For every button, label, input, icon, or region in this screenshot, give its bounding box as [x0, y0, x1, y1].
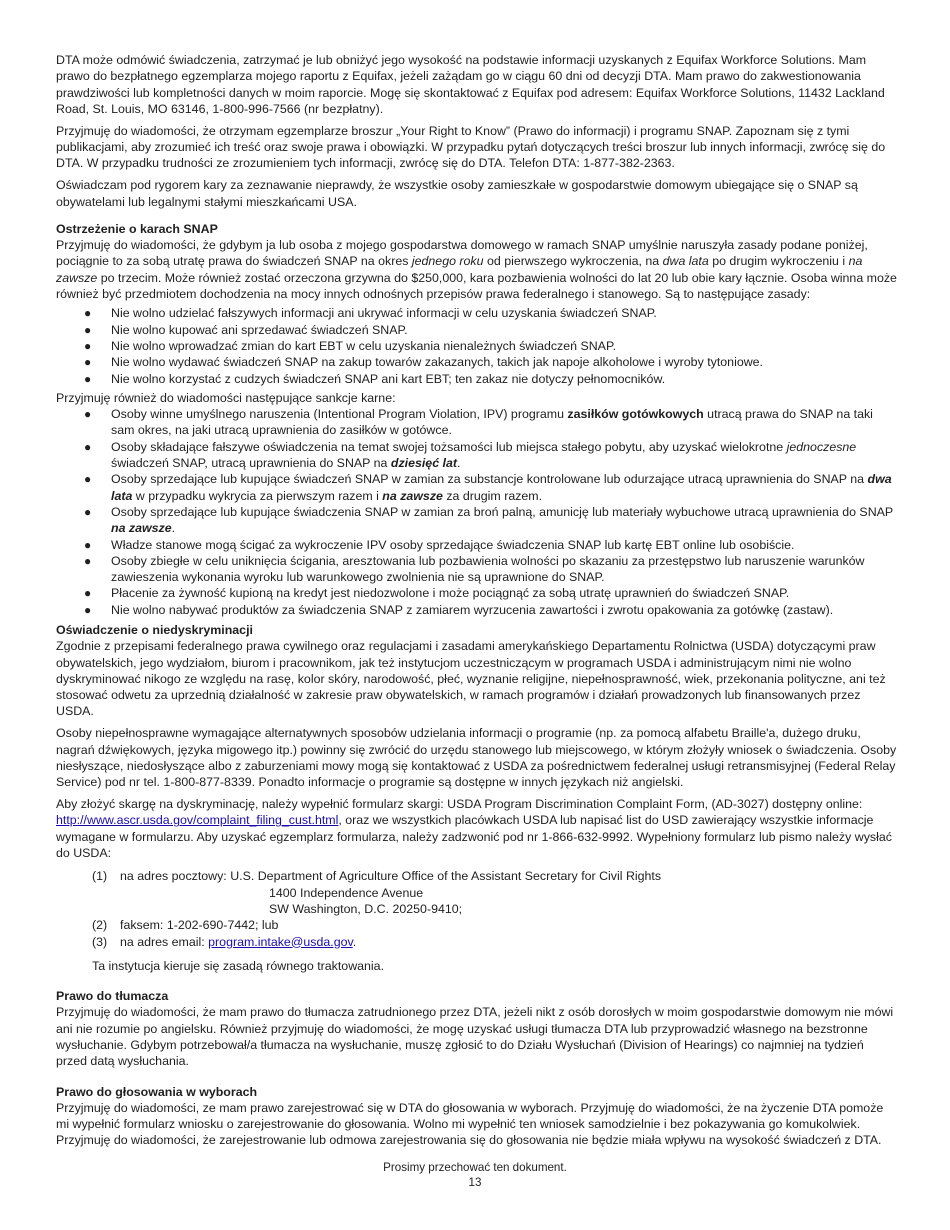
list-item: ● Osoby winne umyślnego naruszenia (Intentional Program Violation, IPV) programu zasiłków gotówkowych utracą prawa do SNAP na taki sam okres, na jaki utracą uprawnienia do zasiłków w gotówce. — [84, 407, 873, 438]
list-item: ● Nie wolno wprowadzać zmian do kart EBT w celu uzyskania nienależnych świadczeń SNAP. — [84, 338, 617, 353]
sanctions-intro: Przyjmuję również do wiadomości następujące sankcje karne: — [56, 390, 396, 405]
usda-contact-list — [92, 868, 898, 949]
list-item: ● Nie wolno korzystać z cudzych świadczeń SNAP ani kart EBT; ten zakaz nie dotyczy pełnomocników. — [84, 371, 666, 386]
complaint-form-link[interactable]: http://www.ascr.usda.gov/complaint_filing_cust.html — [56, 813, 339, 828]
citizenship-paragraph: Oświadczam pod rygorem kary za zeznawanie nieprawdy, że wszystkie osoby zamieszkałe w gospodarstwie domowym ubiegające się o SNAP są obywatelami lub legalnymi stałymi mieszkańcami USA. — [56, 178, 858, 209]
interpreter-heading: Prawo do tłumacza — [56, 989, 169, 1004]
address-line: 1400 Independence Avenue — [269, 885, 424, 900]
address-line: SW Washington, D.C. 20250-9410; — [269, 901, 463, 916]
list-item: ● Płacenie za żywność kupioną na kredyt jest niedozwolone i może pociągnąć za sobą utratę uprawnień do świadczeń SNAP. — [84, 586, 790, 601]
equifax-paragraph: DTA może odmówić świadczenia, zatrzymać je lub obniżyć jego wysokość na podstawie informacji uzyskanych z Equifax Workforce Solutions. Mam prawo do bezpłatnego egzemplarza mojego raportu z Equifax, jeżeli zażądam go w ciągu 60 dni od decyzji DTA. Mam prawo do zakwestionowania prawdziwości lub kompletności danych w moim raporcie. Mogę się skontaktować z Equifax pod adresem: Equifax Workforce Solutions, 11432 Lackland Road, St. Louis, MO 63146, 1-800-996-7566 (nr bezpłatny). — [56, 53, 885, 116]
list-item: (1) na adres pocztowy: U.S. Department of Agriculture Office of the Assistant Secretary for Civil Rights — [92, 869, 662, 884]
document-body — [56, 52, 898, 1154]
complaint-paragraph: Aby złożyć skargę na dyskryminację, należy wypełnić formularz skargi: USDA Program Discrimination Complaint Form, (AD-3027) dostępny online: http://www.ascr.usda.gov/complaint_filing_cust.html, oraz we wszystkich placówkach USDA lub napisać list do USD zawierający wszystkie informacje wymagane w formularzu. Aby uzyskać egzemplarz formularza, należy zadzwonić pod nr 1-866-632-9992. Wypełniony formularz lub pismo należy wysłać do USDA: — [56, 797, 892, 861]
list-item: ● Osoby zbiegłe w celu uniknięcia ścigania, aresztowania lub pozbawienia wolności po skazaniu za przestępstwo lub naruszenie warunków zawieszenia wykonania wyroku lub warunkowego zwolnienia nie są uprawnione do SNAP. — [84, 553, 865, 585]
list-item: ● Osoby składające fałszywe oświadczenia na temat swojej tożsamości lub miejsca stałego pobytu, aby uzyskać wielokrotne jednoczesne świadczeń SNAP, utracą uprawnienia do SNAP na dziesięć lat. — [84, 439, 857, 471]
equal-opportunity-statement: Ta instytucja kieruje się zasadą równego traktowania. — [92, 958, 385, 973]
nondiscrimination-paragraph-1: Zgodnie z przepisami federalnego prawa cywilnego oraz regulacjami i zasadami amerykańskiego Departamentu Rolnictwa (USDA) dotyczącymi praw obywatelskich, jego wydziałom, biurom i pracownikom, jak też instytucjom uczestniczącym w programach USDA i administrującym nimi nie wolno dyskryminować nikogo ze względu na rasę, kolor skóry, narodowość, płeć, wyznanie religijne, niepełnosprawność, wiek, przekonania polityczne, ani też stosować odwetu za uprzednią działalność w zakresie praw obywatelskich, w ramach programów i działań prowadzonych lub finansowanych przez USDA. — [56, 639, 886, 719]
snap-penalties-heading: Ostrzeżenie o karach SNAP — [56, 221, 218, 236]
page-number: 13 — [468, 1176, 482, 1189]
list-item: (2) faksem: 1-202-690-7442; lub — [92, 918, 279, 933]
voting-heading: Prawo do głosowania w wyborach — [56, 1084, 258, 1099]
snap-rules-list — [56, 305, 898, 386]
voting-paragraph: Przyjmuję do wiadomości, ze mam prawo zarejestrować się w DTA do głosowania w wyborach. Przyjmuję do wiadomości, że na życzenie DTA pomoże mi wypełnić formularz wniosku o zarejestrowanie do głosowania. Wolno mi wypełnić ten wniosek samodzielnie i bez pokazywania go komukolwiek. Przyjmuję do wiadomości, że zarejestrowanie lub odmowa zarejestrowania się do głosowania nie będzie miała wpływu na wysokość świadczeń z DTA. — [56, 1100, 884, 1148]
list-item: ● Nie wolno udzielać fałszywych informacji ani ukrywać informacji w celu uzyskania świadczeń SNAP. — [84, 306, 657, 321]
interpreter-paragraph: Przyjmuję do wiadomości, że mam prawo do tłumacza zatrudnionego przez DTA, jeżeli nikt z osób dorosłych w moim gospodarstwie domowym nie mówi ani nie rozumie po angielsku. Również przyjmuję do wiadomości, że mogę uzyskać usługi tłumacza DTA lub przyprowadzić własnego na bezstronne wysłuchanie. Gdybym potrzebował/a tłumacza na wysłuchanie, muszę zgłosić to do Działu Wysłuchań (Division of Hearings) co najmniej na tydzień przed datą wysłuchania. — [56, 1005, 894, 1069]
list-item: ● Osoby sprzedające lub kupujące świadczenia SNAP w zamian za broń palną, amunicję lub materiały wybuchowe utracą uprawnienia do SNAP na zawsze. — [84, 504, 893, 536]
brochures-paragraph: Przyjmuję do wiadomości, że otrzymam egzemplarze broszur „Your Right to Know” (Prawo do informacji) i programu SNAP. Zapoznam się z tymi publikacjami, aby zrozumieć ich treść oraz swoje prawa i obowiązki. W przypadku pytań dotyczących treści broszur lub innych informacji, zwrócę się do DTA. W przypadku trudności ze zrozumieniem tych informacji, zwrócę się do DTA. Telefon DTA: 1-877-382-2363. — [56, 123, 886, 171]
nondiscrimination-heading: Oświadczenie o niedyskryminacji — [56, 622, 253, 637]
snap-penalties-intro: Przyjmuję do wiadomości, że gdybym ja lub osoba z mojego gospodarstwa domowego w ramach SNAP umyślnie naruszyła zasady podane poniżej, pociągnie to za sobą utratę prawa do świadczeń SNAP na okres jednego roku od pierwszego wykroczenia, na dwa lata po drugim wykroczeniu i na zawsze po trzecim. Może również zostać orzeczona grzywna do $250,000, kara pozbawienia wolności do lat 20 lub obie kary łącznie. Osoba winna może również być przedmiotem dochodzenia na mocy innych odnośnych przepisów prawa federalnego i stanowego. Są to następujące zasady: — [56, 238, 897, 302]
list-item: ● Nie wolno kupować ani sprzedawać świadczeń SNAP. — [84, 322, 408, 337]
keep-document-note: Prosimy przechować ten dokument. — [383, 1161, 567, 1174]
nondiscrimination-paragraph-2: Osoby niepełnosprawne wymagające alternatywnych sposobów udzielania informacji o programie (np. za pomocą alfabetu Braille'a, dużego druku, nagrań dźwiękowych, języka migowego itp.) powinny się zwrócić do urzędu stanowego lub miejscowego, w którym złożyły wniosek o świadczenia. Osoby niesłyszące, niedosłyszące albo z zaburzeniami mowy mogą się kontaktować z USDA za pośrednictwem federalnej usługi retransmisyjnej (Federal Relay Service) pod nr tel. 1-800-877-8339. Ponadto informacje o programie są dostępne w innych językach niż angielski. — [56, 726, 897, 790]
list-item: ● Nie wolno wydawać świadczeń SNAP na zakup towarów zakazanych, takich jak napoje alkoholowe i wyroby tytoniowe. — [84, 355, 763, 370]
sanctions-list — [56, 406, 898, 618]
list-item: ● Osoby sprzedające lub kupujące świadczeń SNAP w zamian za substancje kontrolowane lub odurzające utracą uprawnienia do SNAP na dwa lata w przypadku wykrycia za pierwszym razem i na zawsze za drugim razem. — [84, 472, 892, 503]
page-footer — [0, 1160, 950, 1190]
usda-email-link[interactable]: program.intake@usda.gov — [208, 934, 353, 949]
list-item: (3) na adres email: program.intake@usda.gov. — [92, 934, 357, 949]
list-item: ● Nie wolno nabywać produktów za świadczenia SNAP z zamiarem wyrzucenia zawartości i zwrotu opakowania za gotówkę (zastaw). — [84, 602, 834, 617]
list-item: ● Władze stanowe mogą ścigać za wykroczenie IPV osoby sprzedające świadczenia SNAP lub kartę EBT online lub osobiście. — [84, 537, 795, 552]
